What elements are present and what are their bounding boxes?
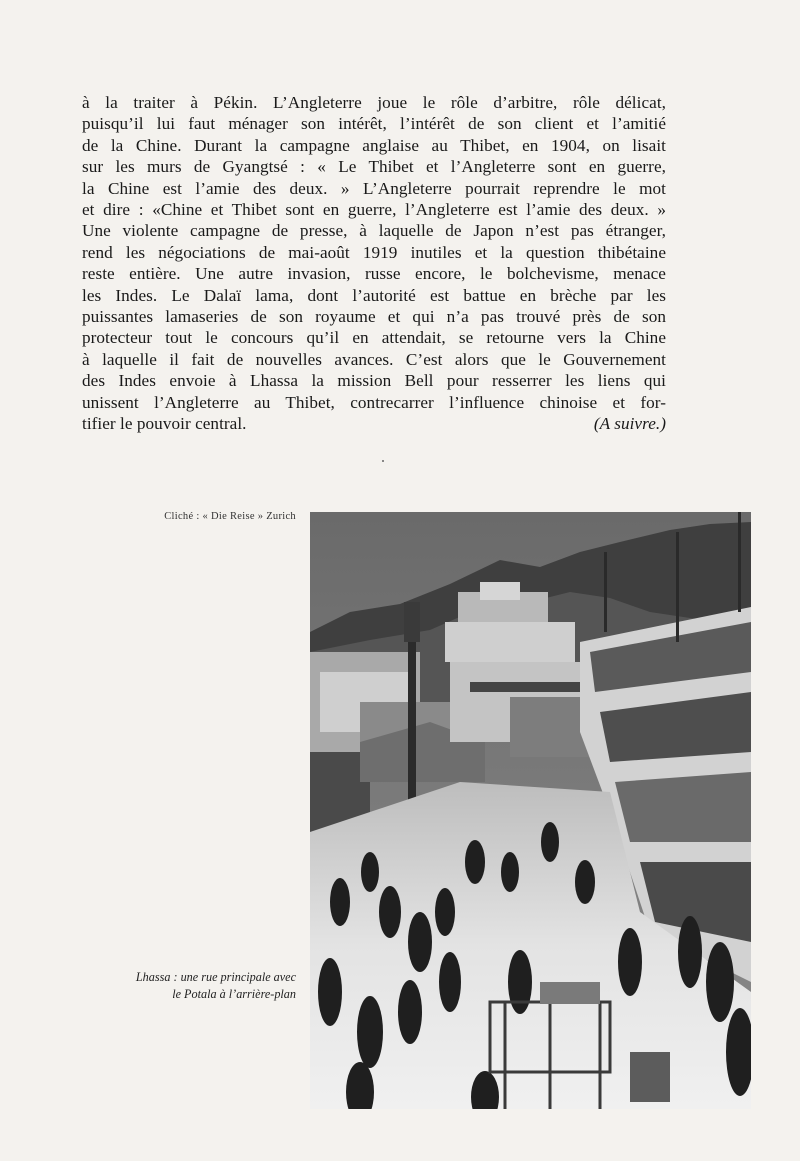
article-line: à la traiter à Pékin. L’Angleterre joue le rôle d’arbitre, rôle délicat,: [82, 93, 666, 112]
article-line: Une violente campagne de presse, à laquelle de Japon n’est pas étranger,: [82, 221, 666, 241]
article-line: à laquelle il fait de nouvelles avances. C’est alors que le Gouvernement: [82, 349, 666, 369]
photo-illustration: [310, 512, 751, 1109]
article-line: reste entière. Une autre invasion, russe encore, le bolchevisme, menace: [82, 264, 666, 284]
article-line: puissantes lamaseries de son royaume et qui n’a pas trouvé près de son: [82, 307, 666, 327]
article-line: protecteur tout le concours qu’il en attendait, se retourne vers la Chine: [82, 328, 666, 348]
to-be-continued: (A suivre.): [593, 414, 666, 434]
lhasa-street-photo: [310, 512, 751, 1109]
article-line: puisqu’il lui faut ménager son intérêt, l’intérêt de son client et l’amitié: [82, 114, 666, 134]
article-last-line-text: tifier le pouvoir central.: [82, 414, 247, 434]
article-line: rend les négociations de mai-août 1919 inutiles et la question thibétaine: [82, 242, 666, 262]
caption-line: le Potala à l’arrière-plan: [172, 987, 296, 1001]
article-line: de la Chine. Durant la campagne anglaise au Thibet, en 1904, on lisait: [82, 135, 666, 155]
article-line: sur les murs de Gyangtsé : « Le Thibet et l’Angleterre sont en guerre,: [82, 157, 666, 177]
article-text: [82, 92, 666, 435]
article-line: la Chine est l’amie des deux. » L’Angleterre pourrait reprendre le mot: [82, 178, 666, 198]
article-last-line: [82, 413, 666, 434]
photo-caption: [82, 969, 296, 1003]
photo-credit: Cliché : « Die Reise » Zurich: [164, 511, 296, 522]
caption-line: Lhassa : une rue principale avec: [135, 970, 296, 984]
article-line: des Indes envoie à Lhassa la mission Bell pour resserrer les liens qui: [82, 371, 666, 391]
article-line: unissent l’Angleterre au Thibet, contrecarrer l’influence chinoise et for-: [82, 392, 666, 412]
article-line: et dire : «Chine et Thibet sont en guerre, l’Angleterre est l’amie des deux. »: [82, 200, 666, 220]
article-line: les Indes. Le Dalaï lama, dont l’autorité est battue en brèche par les: [82, 285, 666, 305]
print-speck: [382, 460, 384, 462]
